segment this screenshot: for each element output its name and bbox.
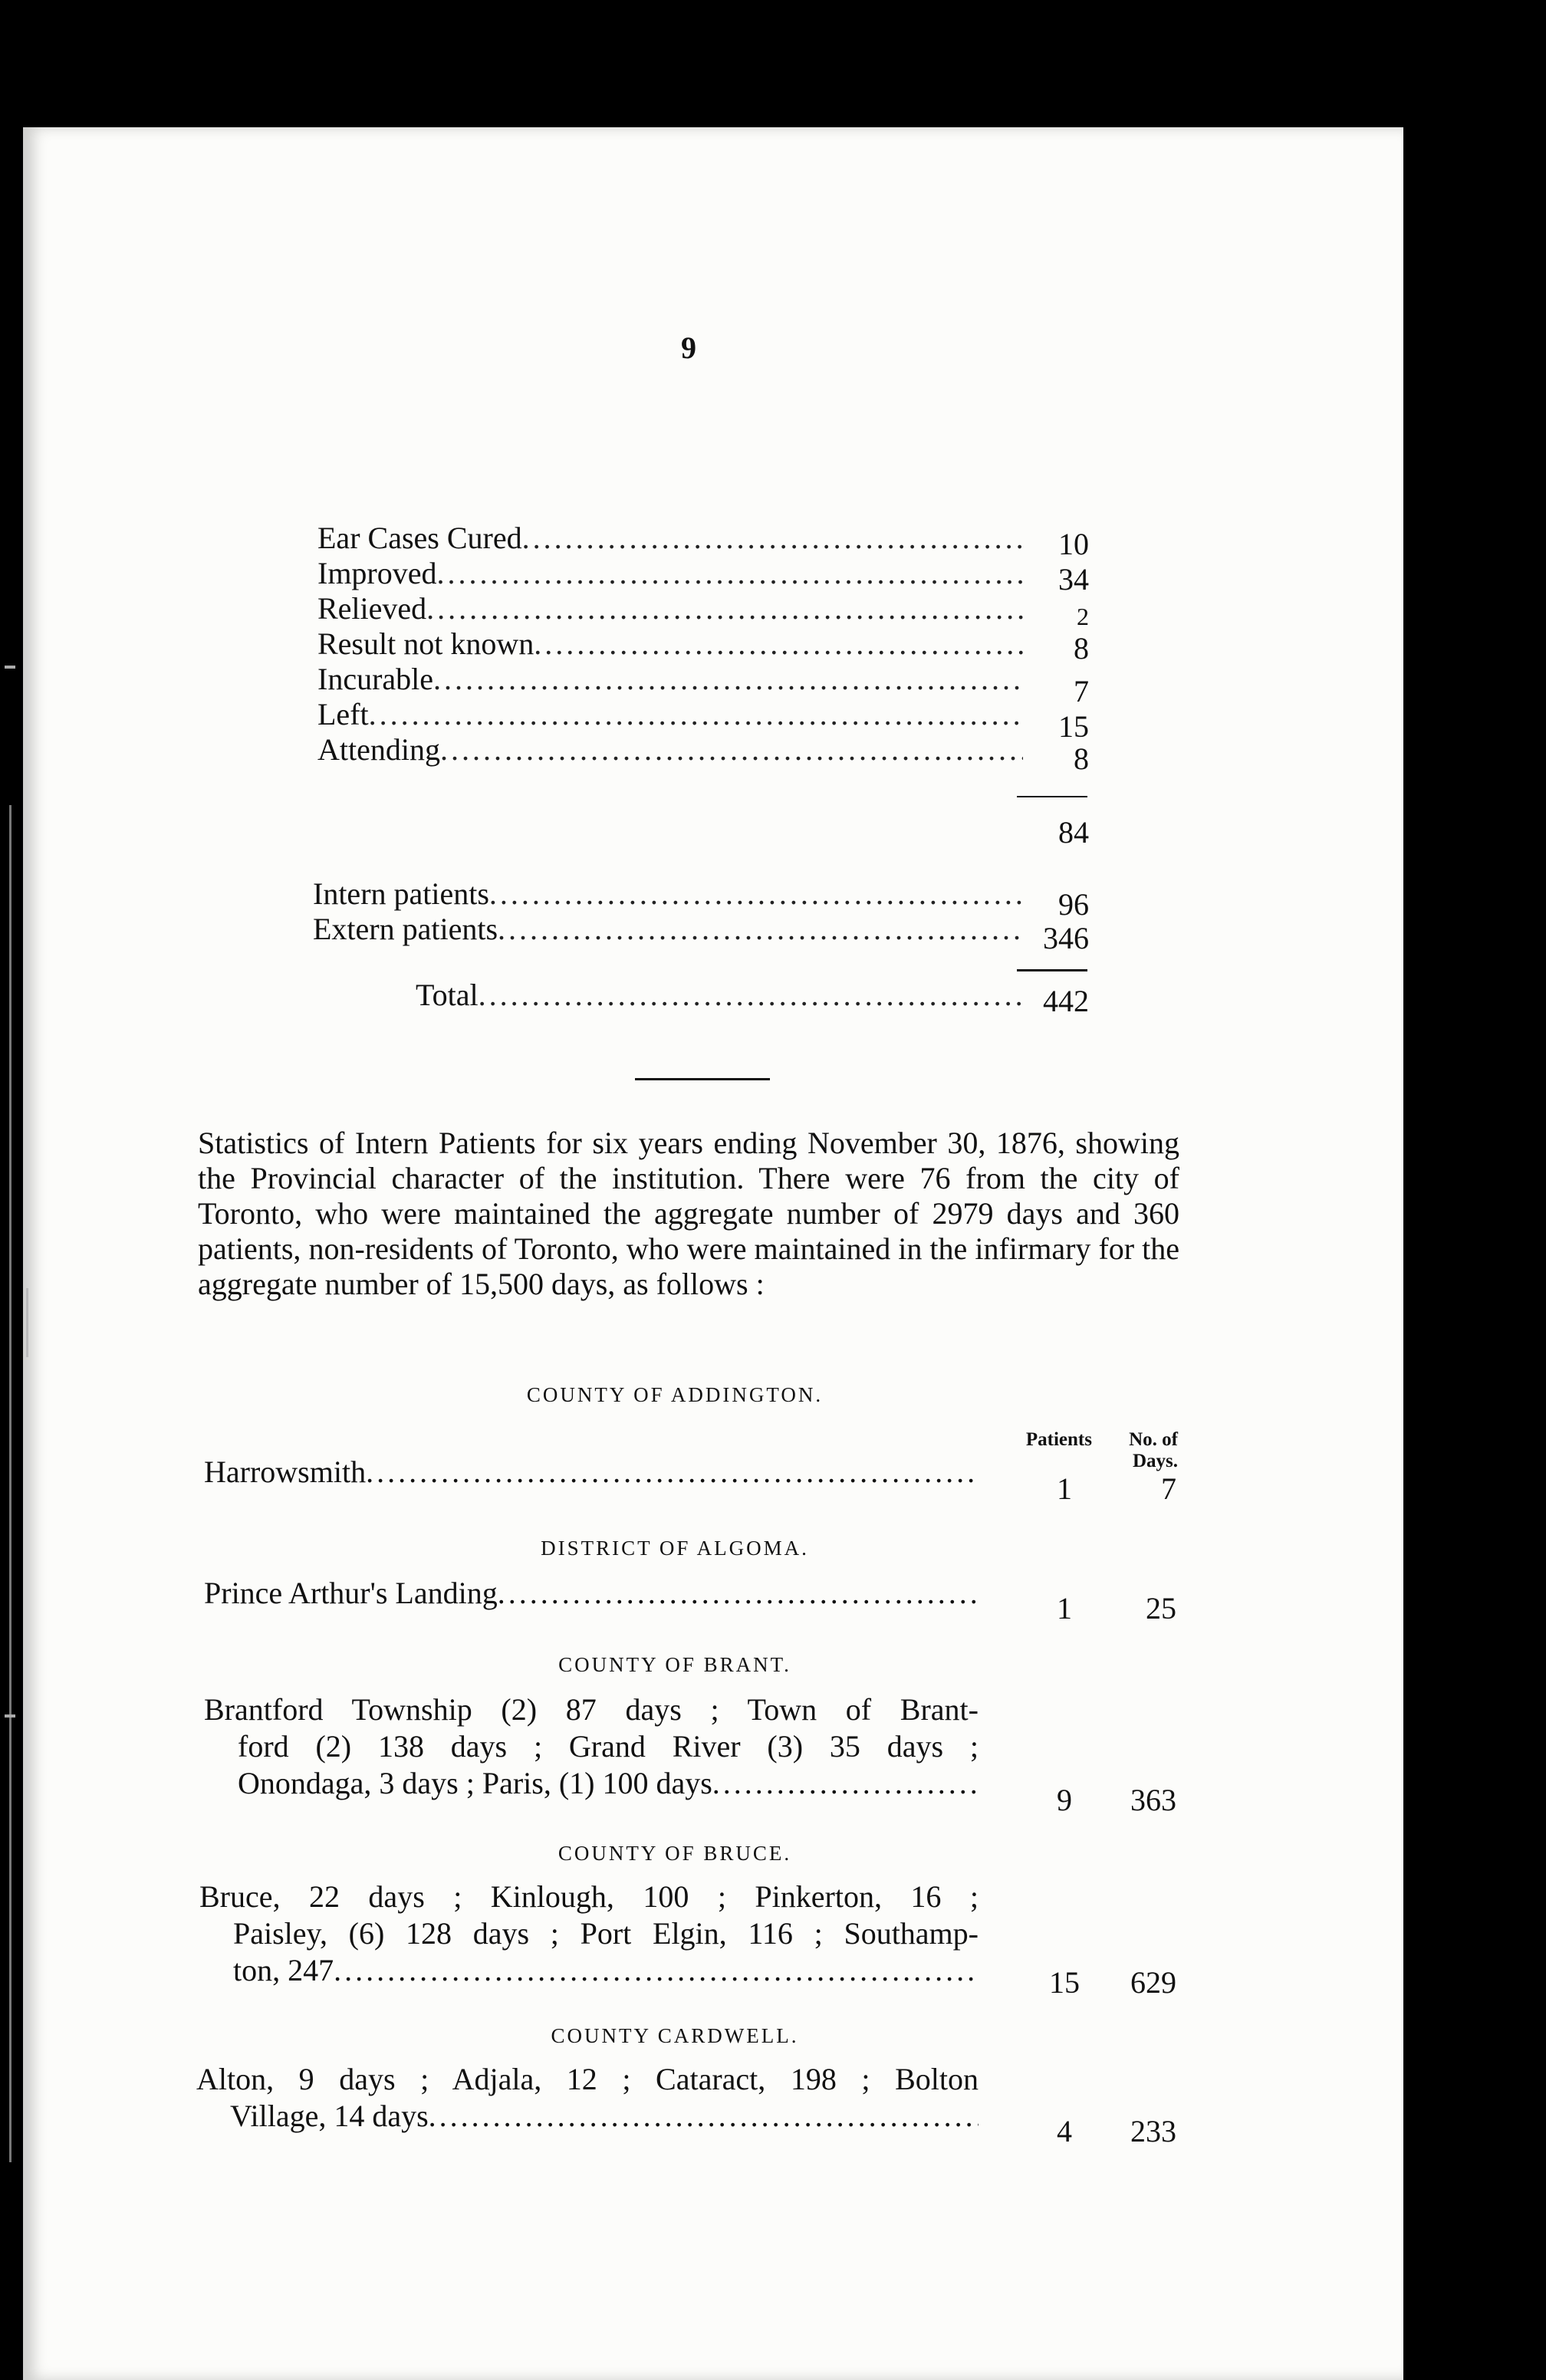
entry-text: Village, 14 days (230, 2099, 429, 2133)
binding-edge-mark (5, 1714, 15, 1718)
ear-row (317, 696, 1023, 733)
row-label: Extern patients (313, 912, 498, 946)
column-header-patients: Patients (1025, 1429, 1092, 1450)
section-entry (199, 1879, 979, 1989)
sum-rule (1017, 796, 1087, 797)
ear-row (317, 555, 1023, 592)
row-value: 34 (1058, 562, 1089, 597)
entry-text: ton, 247 (233, 1953, 334, 1987)
patients-count: 1 (1057, 1591, 1072, 1626)
intro-paragraph: Statistics of Intern Patients for six years ending November 30, 1876, showing the Provincial character of the institution. There were 76 from the city of Toronto, who were maintained the aggregate number of 2979 days and 360 patients, non-residents of Toronto, who were maintained in the infirmary for the aggregate number of 15,500 days, as follows : (198, 1126, 1179, 1301)
row-label: Left (317, 697, 369, 731)
patients-row (313, 911, 1023, 948)
days-count: 363 (1130, 1783, 1176, 1817)
section-heading: COUNTY OF ADDINGTON. (526, 1383, 824, 1406)
column-header-days: No. of Days. (1129, 1429, 1178, 1471)
page-number: 9 (681, 330, 696, 365)
patients-count: 4 (1057, 2114, 1072, 2148)
sum-rule (1017, 969, 1087, 971)
patients-count: 9 (1057, 1783, 1072, 1817)
ear-total: 84 (1058, 815, 1089, 850)
patients-count: 15 (1049, 1965, 1080, 2000)
patients-row (313, 876, 1023, 912)
days-count: 7 (1161, 1471, 1176, 1506)
row-label: Ear Cases Cured (317, 521, 522, 555)
binding-edge-mark (26, 1288, 28, 1357)
section-heading: COUNTY CARDWELL. (551, 2024, 799, 2047)
binding-edge-mark (9, 805, 12, 2162)
entry-text: Prince Arthur's Landing (204, 1576, 498, 1610)
ear-row (317, 731, 1023, 768)
days-count: 25 (1146, 1591, 1176, 1626)
row-value: 96 (1058, 887, 1089, 922)
section-entry (204, 1575, 979, 1612)
entry-line: Brantford Township (2) 87 days ; Town of Brant- (204, 1692, 979, 1727)
entry-text: Onondaga, 3 days ; Paris, (1) 100 days (238, 1766, 712, 1800)
entry-line: Bruce, 22 days ; Kinlough, 100 ; Pinkerton, 16 ; (199, 1879, 979, 1914)
section-divider (635, 1078, 770, 1080)
row-label: Improved (317, 556, 437, 590)
row-value: 7 (1074, 674, 1089, 708)
entry-line: Alton, 9 days ; Adjala, 12 ; Cataract, 198 ; Bolton (196, 2062, 979, 2096)
section-heading: DISTRICT OF ALGOMA. (541, 1537, 809, 1560)
row-label: Relieved (317, 591, 427, 626)
row-value: 10 (1058, 527, 1089, 561)
total-value: 442 (1043, 984, 1089, 1018)
days-count: 629 (1130, 1965, 1176, 2000)
ear-row (317, 590, 1023, 627)
entry-text: Harrowsmith (204, 1455, 367, 1489)
row-label: Attending (317, 732, 440, 767)
ear-row (317, 520, 1023, 557)
row-label: Incurable (317, 662, 434, 696)
row-value: 8 (1074, 741, 1089, 776)
ear-row (317, 661, 1023, 698)
total-row (416, 977, 1023, 1014)
section-entry (204, 1454, 979, 1491)
document-page (23, 127, 1403, 2380)
section-entry (196, 2061, 979, 2135)
row-value: 2 (1077, 603, 1089, 630)
entry-line: ford (2) 138 days ; Grand River (3) 35 days ; (238, 1729, 979, 1764)
ear-row (317, 626, 1023, 662)
section-entry (204, 1691, 979, 1802)
row-label: Result not known (317, 626, 535, 661)
binding-edge-mark (5, 666, 15, 669)
total-label: Total (416, 978, 479, 1012)
days-count: 233 (1130, 2114, 1176, 2148)
section-heading: COUNTY OF BRUCE. (558, 1842, 792, 1865)
patients-count: 1 (1057, 1471, 1072, 1506)
row-value: 8 (1074, 631, 1089, 666)
row-value: 15 (1058, 709, 1089, 744)
row-label: Intern patients (313, 876, 489, 911)
row-value: 346 (1043, 921, 1089, 955)
entry-line: Paisley, (6) 128 days ; Port Elgin, 116 ; Southamp- (233, 1916, 979, 1951)
section-heading: COUNTY OF BRANT. (558, 1653, 791, 1676)
